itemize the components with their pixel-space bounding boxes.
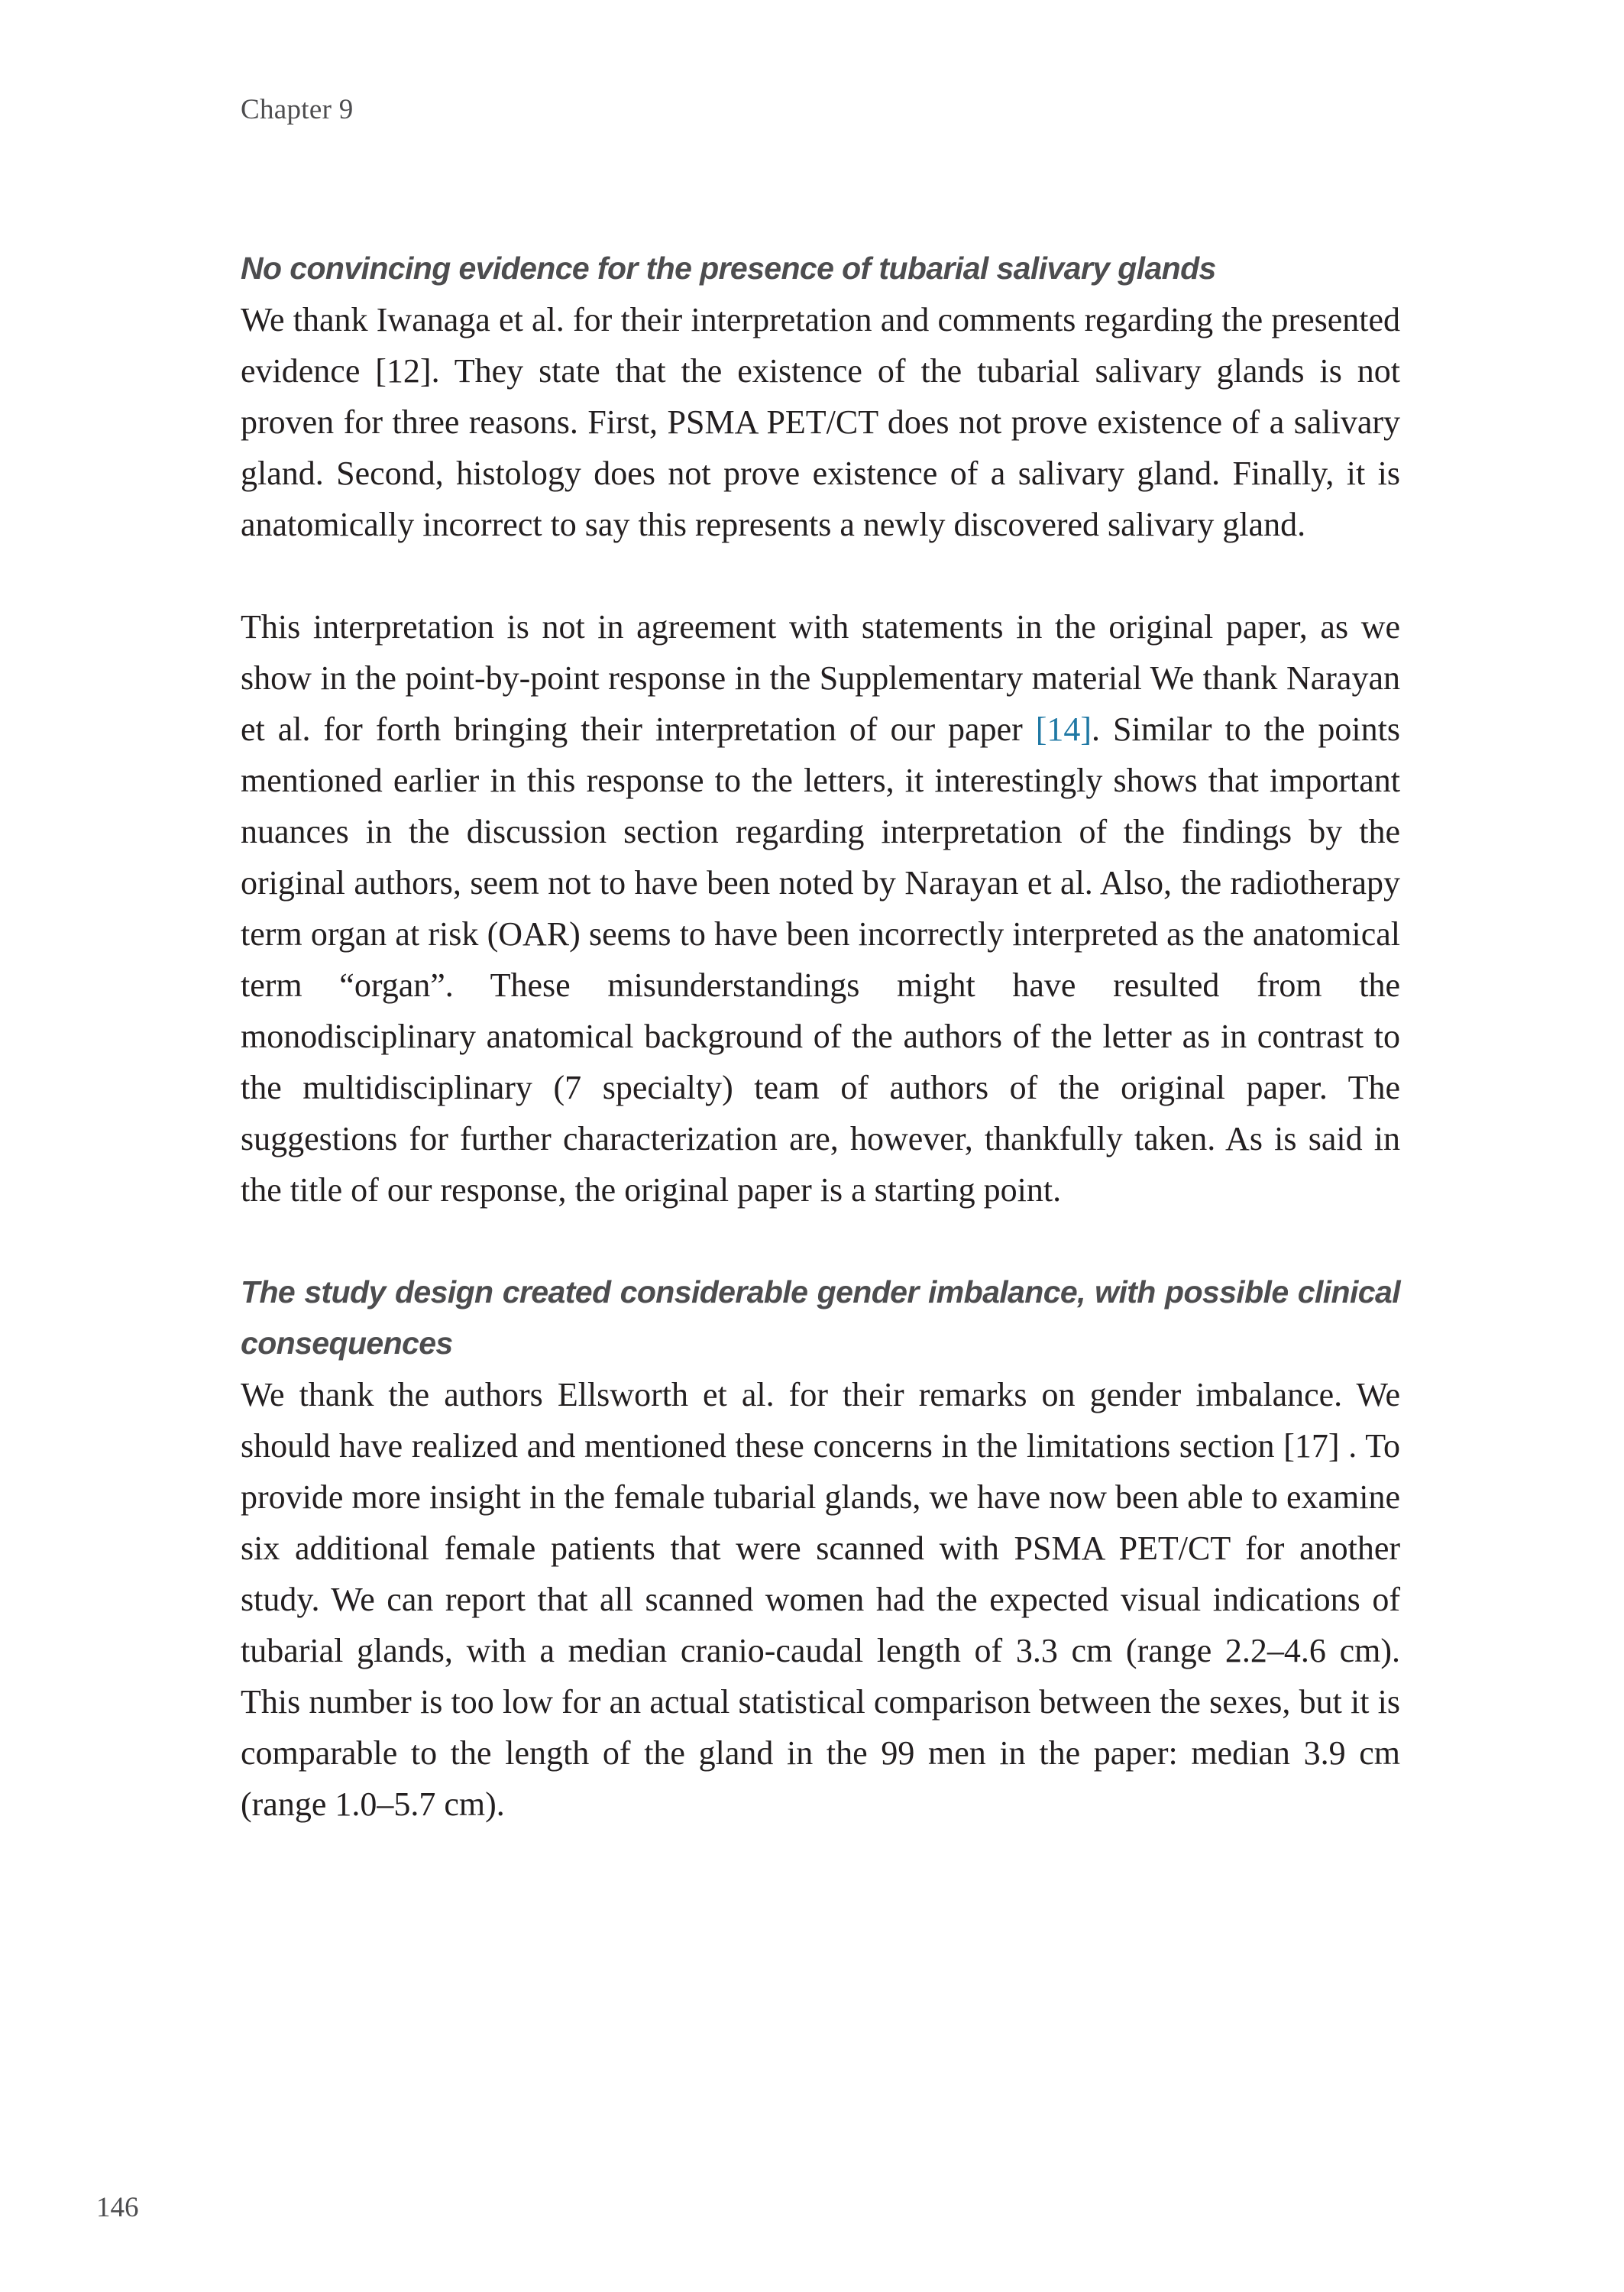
page-body (241, 243, 1400, 1830)
section-heading-gender-imbalance: The study design created considerable gender imbalance, with possible clinical consequences (241, 1274, 1400, 1361)
section-heading-tubarial-evidence: No convincing evidence for the presence of tubarial salivary glands (241, 251, 1216, 286)
paragraph-narayan-response (241, 601, 1400, 1216)
paragraph-narayan-text-start: This interpretation is not in agreement with statements in the original paper, as we show in the point-by-point response in the Supplementary material We thank Narayan et al. for forth bringing their interpretation of our paper (241, 608, 1400, 748)
citation-link-14[interactable]: [14] (1035, 711, 1092, 748)
running-head: Chapter 9 (241, 94, 354, 125)
paragraph-spacer (241, 1216, 1400, 1267)
page-number: 146 (96, 2192, 139, 2223)
paragraph-ellsworth-response: We thank the authors Ellsworth et al. for their remarks on gender imbalance. We should have realized and mentioned these concerns in the limitations section [17] . To provide more insight in the female tubarial glands, we have now been able to examine six additional female patients that were scanned with PSMA PET/CT for another study. We can report that all scanned women had the expected visual indications of tubarial glands, with a median cranio-caudal length of 3.3 cm (range 2.2–4.6 cm). This number is too low for an actual statistical comparison between the sexes, but it is comparable to the length of the gland in the 99 men in the paper: median 3.9 cm (range 1.0–5.7 cm). (241, 1376, 1400, 1823)
paragraph-spacer (241, 550, 1400, 601)
paragraph-narayan-text-end: . Similar to the points mentioned earlier in this response to the letters, it interestingly shows that important nuances in the discussion section regarding interpretation of the findings by the original authors, seem not to have been noted by Narayan et al. Also, the radiotherapy term organ at risk (OAR) seems to have been incorrectly interpreted as the anatomical term “organ”. These misunderstandings might have resulted from the monodisciplinary anatomical background of the authors of the letter as in contrast to the multidisciplinary (7 specialty) team of authors of the original paper. The suggestions for further characterization are, however, thankfully taken. As is said in the title of our response, the original paper is a starting point. (241, 711, 1400, 1209)
paragraph-iwanaga-response: We thank Iwanaga et al. for their interpretation and comments regarding the presented evidence [12]. They state that the existence of the tubarial salivary glands is not proven for three reasons. First, PSMA PET/CT does not prove existence of a salivary gland. Second, histology does not prove existence of a salivary gland. Finally, it is anatomically incorrect to say this represents a newly discovered salivary gland. (241, 301, 1400, 543)
